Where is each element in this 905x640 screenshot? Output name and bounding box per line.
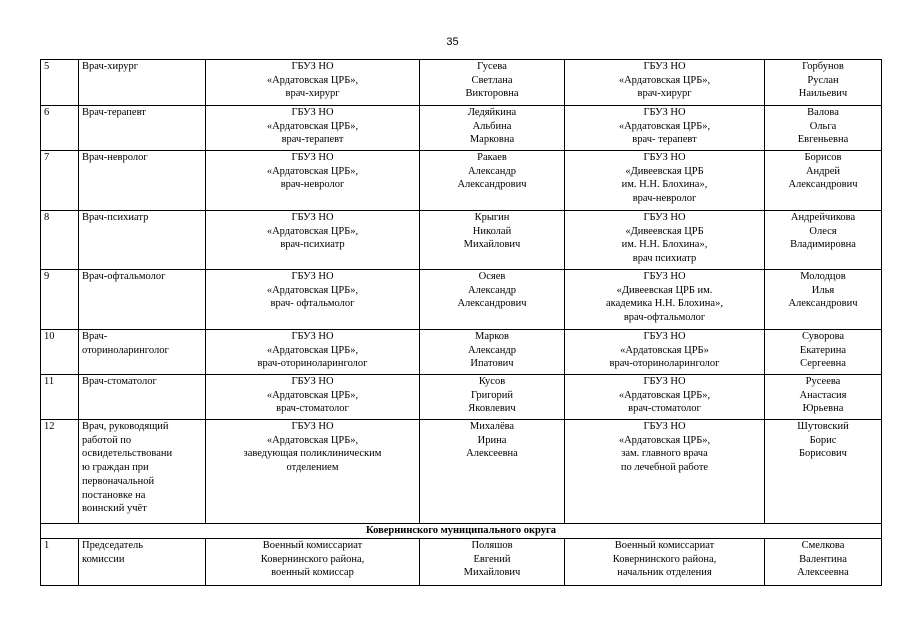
section-title: Ковернинского муниципального округа <box>41 524 882 539</box>
main-org-cell: ГБУЗ НО «Ардатовская ЦРБ», врач- офтальмолог <box>206 270 420 330</box>
main-name-cell: Марков Александр Ипатович <box>420 330 565 375</box>
table-row <box>41 60 882 106</box>
table-row <box>41 211 882 270</box>
reserve-org-cell: ГБУЗ НО «Ардатовская ЦРБ» врач-оториноларинголог <box>565 330 765 375</box>
reserve-org-cell: ГБУЗ НО «Дивеевская ЦРБ им. Н.Н. Блохина», врач-невролог <box>565 151 765 211</box>
reserve-name-cell: Смелкова Валентина Алексеевна <box>765 539 882 586</box>
row-number: 8 <box>41 211 79 270</box>
row-number: 7 <box>41 151 79 211</box>
row-number: 10 <box>41 330 79 375</box>
main-name-cell: Кусов Григорий Яковлевич <box>420 375 565 420</box>
position-cell: Врач-психиатр <box>79 211 206 270</box>
row-number: 12 <box>41 420 79 524</box>
reserve-org-cell: ГБУЗ НО «Дивеевская ЦРБ им. академика Н.Н. Блохина», врач-офтальмолог <box>565 270 765 330</box>
table-row <box>41 151 882 211</box>
main-name-cell: Крыгин Николай Михайлович <box>420 211 565 270</box>
reserve-name-cell: Андрейчикова Олеся Владимировна <box>765 211 882 270</box>
reserve-org-cell: ГБУЗ НО «Ардатовская ЦРБ», зам. главного врача по лечебной работе <box>565 420 765 524</box>
row-number: 5 <box>41 60 79 106</box>
position-cell: Врач, руководящий работой по освидетельствовани ю граждан при первоначальной постановке на воинский учёт <box>79 420 206 524</box>
reserve-name-cell: Русеева Анастасия Юрьевна <box>765 375 882 420</box>
reserve-name-cell: Молодцов Илья Александрович <box>765 270 882 330</box>
row-number: 9 <box>41 270 79 330</box>
main-name-cell: Ракаев Александр Александрович <box>420 151 565 211</box>
main-name-cell: Гусева Светлана Викторовна <box>420 60 565 106</box>
main-org-cell: ГБУЗ НО «Ардатовская ЦРБ», заведующая поликлиническим отделением <box>206 420 420 524</box>
page-number: 35 <box>446 36 459 48</box>
reserve-org-cell: Военный комиссариат Ковернинского района, начальник отделения <box>565 539 765 586</box>
position-cell: Врач-стоматолог <box>79 375 206 420</box>
main-org-cell: Военный комиссариат Ковернинского района, военный комиссар <box>206 539 420 586</box>
table-row <box>41 420 882 524</box>
reserve-name-cell: Борисов Андрей Александрович <box>765 151 882 211</box>
reserve-name-cell: Горбунов Руслан Наильевич <box>765 60 882 106</box>
table-row <box>41 330 882 375</box>
reserve-name-cell: Шутовский Борис Борисович <box>765 420 882 524</box>
reserve-org-cell: ГБУЗ НО «Ардатовская ЦРБ», врач-стоматолог <box>565 375 765 420</box>
position-cell: Врач-невролог <box>79 151 206 211</box>
reserve-org-cell: ГБУЗ НО «Ардатовская ЦРБ», врач- терапевт <box>565 106 765 151</box>
position-cell: Врач-хирург <box>79 60 206 106</box>
table-row <box>41 375 882 420</box>
table-row <box>41 270 882 330</box>
position-cell: Врач-офтальмолог <box>79 270 206 330</box>
main-org-cell: ГБУЗ НО «Ардатовская ЦРБ», врач-хирург <box>206 60 420 106</box>
main-org-cell: ГБУЗ НО «Ардатовская ЦРБ», врач-оториноларинголог <box>206 330 420 375</box>
main-name-cell: Осяев Александр Александрович <box>420 270 565 330</box>
main-org-cell: ГБУЗ НО «Ардатовская ЦРБ», врач-стоматолог <box>206 375 420 420</box>
main-org-cell: ГБУЗ НО «Ардатовская ЦРБ», врач-терапевт <box>206 106 420 151</box>
row-number: 11 <box>41 375 79 420</box>
main-org-cell: ГБУЗ НО «Ардатовская ЦРБ», врач-психиатр <box>206 211 420 270</box>
reserve-org-cell: ГБУЗ НО «Ардатовская ЦРБ», врач-хирург <box>565 60 765 106</box>
reserve-name-cell: Суворова Екатерина Сергеевна <box>765 330 882 375</box>
main-org-cell: ГБУЗ НО «Ардатовская ЦРБ», врач-невролог <box>206 151 420 211</box>
position-cell: Врач- оториноларинголог <box>79 330 206 375</box>
commission-table <box>40 59 882 586</box>
table-row <box>41 539 882 586</box>
position-cell: Врач-терапевт <box>79 106 206 151</box>
main-name-cell: Ледяйкина Альбина Марковна <box>420 106 565 151</box>
row-number: 6 <box>41 106 79 151</box>
main-name-cell: Михалёва Ирина Алексеевна <box>420 420 565 524</box>
table-row <box>41 106 882 151</box>
reserve-name-cell: Валова Ольга Евгеньевна <box>765 106 882 151</box>
row-number: 1 <box>41 539 79 586</box>
position-cell: Председатель комиссии <box>79 539 206 586</box>
section-row <box>41 524 882 539</box>
main-name-cell: Поляшов Евгений Михайлович <box>420 539 565 586</box>
reserve-org-cell: ГБУЗ НО «Дивеевская ЦРБ им. Н.Н. Блохина», врач психиатр <box>565 211 765 270</box>
